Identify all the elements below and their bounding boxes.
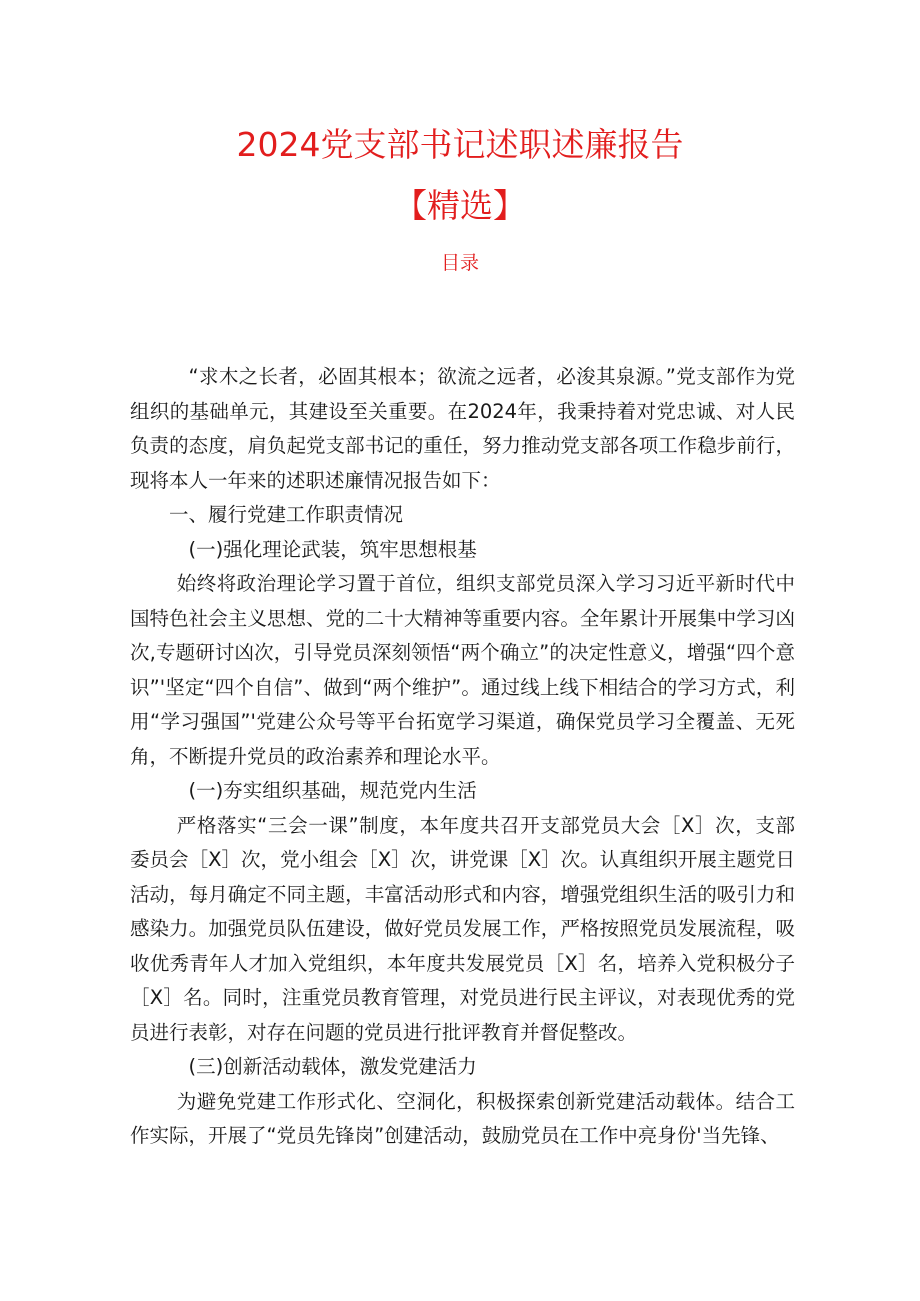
document-title: 2024党支部书记述职述廉报告 xyxy=(236,125,684,164)
subsection-heading: (三)创新活动载体，激发党建活力 xyxy=(188,1055,477,1078)
body-paragraph: 严格落实“三会一课”制度，本年度共召开支部党员大会［X］次，支部委员会［X］次，党小组会［X］次，讲党课［X］次。认真组织开展主题党日活动，每月确定不同主题，丰富活动形式和内容，增强党组织生活的吸引力和感染力。加强党员队伍建设，做好党员发展工作，严格按照党员发展流程，吸收优秀青年人才加入党组织，本年度共发展党员［X］名，培养入党积极分子［X］名。同时，注重党员教育管理，对党员进行民主评议，对表现优秀的党员进行表彰，对存在问题的党员进行批评教育并督促整改。 xyxy=(130,813,795,1044)
toc-label[interactable]: 目录 xyxy=(440,252,479,274)
subsection-heading: (一)强化理论武装，筑牢思想根基 xyxy=(188,537,477,561)
section-heading: 一、履行党建工作职责情况 xyxy=(169,503,404,526)
body-paragraph: 为避免党建工作形式化、空洞化，积极探索创新党建活动载体。结合工作实际，开展了“党员先锋岗”创建活动，鼓励党员在工作中亮身份'当先锋、 xyxy=(130,1089,795,1147)
body-paragraph: 始终将政治理论学习置于首位，组织支部党员深入学习习近平新时代中国特色社会主义思想、党的二十大精神等重要内容。全年累计开展集中学习凶次,专题研讨凶次，引导党员深刻领悟“两个确立”的决定性意义，增强“四个意识”'坚定“四个自信”、做到“两个维护”。通过线上线下相结合的学习方式，利用“学习强国”'党建公众号等平台拓宽学习渠道，确保党员学习全覆盖、无死角，不断提升党员的政治素养和理论水平。 xyxy=(130,572,795,768)
subsection-heading: (一)夯实组织基础，规范党内生活 xyxy=(188,779,477,802)
document-title-suffix: 【精选】 xyxy=(394,186,526,225)
intro-paragraph: “求木之长者，必固其根本；欲流之远者，必浚其泉源。”党支部作为党组织的基础单元，其建设至关重要。在2024年，我秉持着对党忠诚、对人民负责的态度，肩负起党支部书记的重任，努力推动党支部各项工作稳步前行，现将本人一年来的述职述廉情况报告如下： xyxy=(130,365,795,492)
document-body xyxy=(130,360,795,1154)
